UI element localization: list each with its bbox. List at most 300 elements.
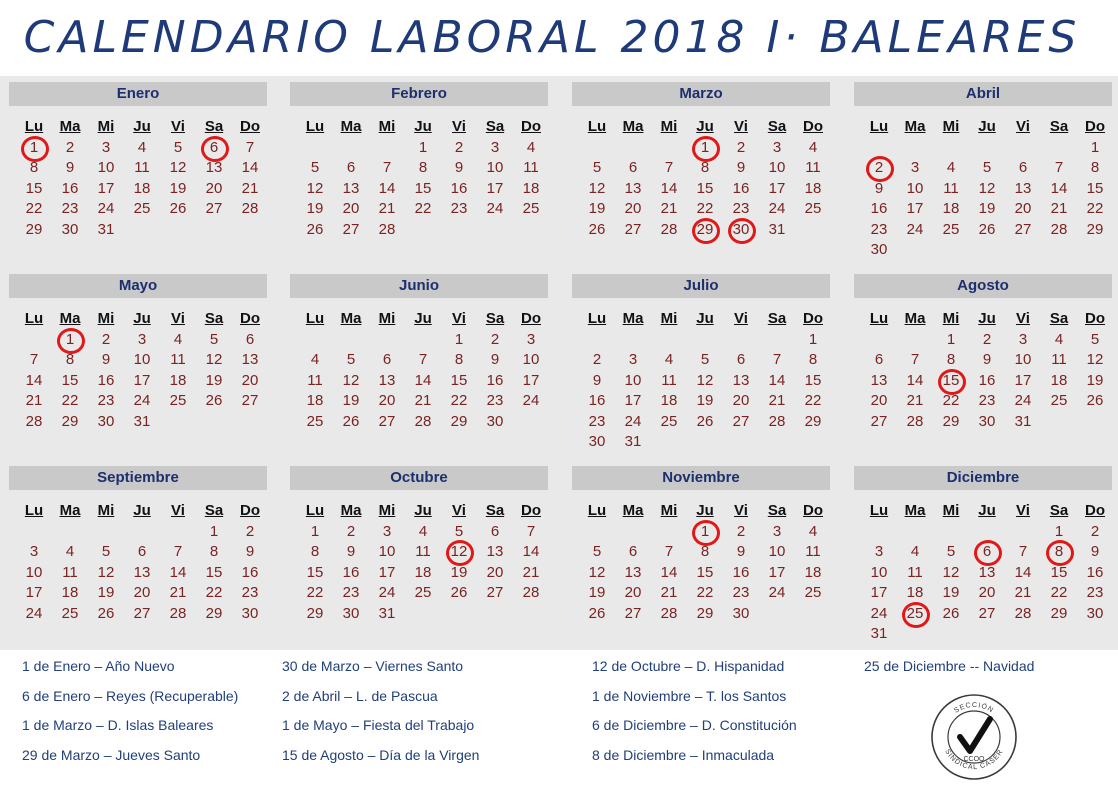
day: 27 <box>624 604 642 622</box>
empty-cell <box>579 138 615 159</box>
empty-cell <box>297 138 333 159</box>
day: 21 <box>660 200 678 217</box>
day: 4 <box>65 543 75 560</box>
weekday-header: Mi <box>378 502 396 519</box>
weekday-header: Vi <box>1016 502 1030 519</box>
weekday-header: Do <box>1085 310 1105 327</box>
holiday-day: 6 <box>969 542 1005 563</box>
day: 28 <box>906 412 924 430</box>
day: 3 <box>526 330 536 348</box>
day: 26 <box>1086 392 1104 409</box>
day: 25 <box>804 200 822 217</box>
day: 22 <box>414 200 432 217</box>
day: 13 <box>486 543 504 560</box>
weekday-header: Ju <box>696 310 714 327</box>
empty-cell <box>160 522 196 543</box>
empty-cell <box>369 138 405 159</box>
weekday-header: Lu <box>305 502 325 519</box>
day: 26 <box>978 220 996 238</box>
day: 18 <box>414 563 432 581</box>
day: 30 <box>241 604 259 622</box>
empty-cell <box>52 522 88 543</box>
day: 4 <box>664 351 674 368</box>
weekday-header: Mi <box>942 310 960 327</box>
day: 24 <box>97 200 115 217</box>
day: 3 <box>490 138 500 156</box>
day: 30 <box>486 412 504 430</box>
day: 17 <box>870 584 888 601</box>
day: 27 <box>205 200 223 217</box>
day: 7 <box>664 159 674 176</box>
day: 19 <box>696 392 714 409</box>
day: 23 <box>978 392 996 409</box>
day: 2 <box>346 522 356 540</box>
day: 28 <box>660 604 678 622</box>
month-header: Diciembre <box>854 466 1112 490</box>
day: 4 <box>310 351 320 368</box>
day: 22 <box>804 392 822 409</box>
day: 16 <box>97 371 115 389</box>
day: 27 <box>732 412 750 430</box>
weekday-header: Mi <box>660 118 678 135</box>
empty-cell <box>759 330 795 351</box>
day: 25 <box>169 392 187 409</box>
empty-cell <box>651 330 687 351</box>
day: 13 <box>1014 179 1032 197</box>
day: 29 <box>450 412 468 430</box>
day: 16 <box>486 371 504 389</box>
day: 11 <box>805 159 821 176</box>
day: 18 <box>522 179 540 197</box>
day: 8 <box>209 543 219 560</box>
weekday-header: Vi <box>734 118 748 135</box>
day: 29 <box>205 604 223 622</box>
day: 29 <box>804 412 822 430</box>
day: 25 <box>61 604 79 622</box>
weekday-header: Sa <box>204 310 224 327</box>
month-marzo <box>572 82 830 264</box>
day: 1 <box>310 522 320 540</box>
day: 6 <box>346 159 356 176</box>
day: 9 <box>1090 543 1100 560</box>
weekday-header: Mi <box>942 118 960 135</box>
month-days-grid <box>861 117 1112 261</box>
day: 19 <box>342 392 360 409</box>
day: 12 <box>696 371 714 389</box>
weekday-header: Ma <box>904 502 926 519</box>
month-header: Enero <box>9 82 267 106</box>
month-junio <box>290 274 548 456</box>
holiday-item: 15 de Agosto – Día de la Virgen <box>282 746 480 763</box>
weekday-header: Ju <box>414 310 432 327</box>
day: 18 <box>804 563 822 581</box>
day: 8 <box>946 351 956 368</box>
day: 24 <box>25 604 43 622</box>
day: 9 <box>874 179 884 197</box>
weekday-header: Lu <box>24 502 44 519</box>
day: 11 <box>907 563 923 581</box>
day: 2 <box>245 522 255 540</box>
day: 13 <box>342 179 360 197</box>
weekday-header: Ju <box>133 310 151 327</box>
month-days-grid <box>297 501 548 624</box>
empty-cell <box>861 330 897 351</box>
day: 19 <box>306 200 324 217</box>
month-header: Febrero <box>290 82 548 106</box>
month-header: Septiembre <box>9 466 267 490</box>
day: 2 <box>1090 522 1100 540</box>
day: 20 <box>205 179 223 197</box>
day: 24 <box>624 412 642 430</box>
day: 17 <box>486 179 504 197</box>
day: 6 <box>382 351 392 368</box>
day: 30 <box>342 604 360 622</box>
weekday-header: Ju <box>133 118 151 135</box>
weekday-header: Vi <box>734 502 748 519</box>
day: 28 <box>660 220 678 238</box>
day: 28 <box>25 412 43 430</box>
holiday-item: 30 de Marzo – Viernes Santo <box>282 658 464 674</box>
day: 14 <box>241 159 259 176</box>
weekday-header: Lu <box>587 502 607 519</box>
day: 7 <box>29 351 39 368</box>
day: 29 <box>696 604 714 622</box>
day: 12 <box>588 179 606 197</box>
day: 18 <box>804 179 822 197</box>
day: 11 <box>307 371 323 389</box>
day: 5 <box>454 522 464 540</box>
holiday-column <box>592 656 797 774</box>
day: 2 <box>982 330 992 348</box>
day: 2 <box>736 138 746 156</box>
day: 5 <box>1090 330 1100 348</box>
weekday-header: Sa <box>485 118 505 135</box>
day: 11 <box>62 563 78 581</box>
day: 14 <box>522 543 540 560</box>
day: 25 <box>414 584 432 601</box>
month-days-grid <box>861 309 1112 432</box>
day: 31 <box>1014 412 1032 430</box>
day: 30 <box>870 241 888 258</box>
day: 10 <box>97 159 115 176</box>
day: 12 <box>978 179 996 197</box>
day: 17 <box>522 371 540 389</box>
day: 23 <box>732 584 750 601</box>
day: 27 <box>870 412 888 430</box>
day: 22 <box>696 200 714 217</box>
day: 30 <box>732 604 750 622</box>
day: 10 <box>25 563 43 581</box>
day: 22 <box>1086 200 1104 217</box>
weekday-header: Vi <box>1016 310 1030 327</box>
day: 10 <box>906 179 924 197</box>
day: 14 <box>378 179 396 197</box>
day: 22 <box>450 392 468 409</box>
day: 20 <box>1014 200 1032 217</box>
weekday-header: Ju <box>133 502 151 519</box>
day: 23 <box>1086 584 1104 601</box>
day: 31 <box>624 433 642 450</box>
day: 30 <box>61 220 79 238</box>
day: 20 <box>624 200 642 217</box>
day: 24 <box>378 584 396 601</box>
weekday-header: Vi <box>452 502 466 519</box>
weekday-header: Vi <box>1016 118 1030 135</box>
empty-cell <box>933 138 969 159</box>
day: 19 <box>588 584 606 601</box>
day: 27 <box>486 584 504 601</box>
day: 16 <box>732 563 750 581</box>
day: 28 <box>169 604 187 622</box>
weekday-header: Do <box>240 502 260 519</box>
weekday-header: Ju <box>696 502 714 519</box>
holiday-column <box>864 656 1034 686</box>
day: 5 <box>700 351 710 368</box>
day: 24 <box>768 584 786 601</box>
day: 16 <box>450 179 468 197</box>
day: 11 <box>170 351 186 368</box>
empty-cell <box>579 522 615 543</box>
day: 4 <box>808 138 818 156</box>
holiday-day: 8 <box>1041 542 1077 563</box>
day: 13 <box>133 563 151 581</box>
day: 28 <box>1014 604 1032 622</box>
empty-cell <box>687 330 723 351</box>
day: 27 <box>241 392 259 409</box>
day: 15 <box>1050 563 1068 581</box>
day: 8 <box>454 351 464 368</box>
day: 25 <box>306 412 324 430</box>
day: 5 <box>101 543 111 560</box>
day: 11 <box>134 159 150 176</box>
weekday-header: Vi <box>171 310 185 327</box>
day: 7 <box>245 138 255 156</box>
empty-cell <box>933 522 969 543</box>
day: 8 <box>808 351 818 368</box>
day: 28 <box>522 584 540 601</box>
day: 9 <box>454 159 464 176</box>
day: 24 <box>768 200 786 217</box>
weekday-header: Ju <box>978 502 996 519</box>
empty-cell <box>88 522 124 543</box>
month-abril <box>854 82 1112 264</box>
day: 28 <box>768 412 786 430</box>
day: 13 <box>205 159 223 176</box>
day: 8 <box>65 351 75 368</box>
day: 3 <box>1018 330 1028 348</box>
weekday-header: Do <box>803 310 823 327</box>
month-days-grid <box>579 117 830 240</box>
weekday-header: Do <box>521 118 541 135</box>
day: 24 <box>486 200 504 217</box>
day: 15 <box>25 179 43 197</box>
day: 17 <box>133 371 151 389</box>
day: 20 <box>624 584 642 601</box>
day: 23 <box>342 584 360 601</box>
holiday-day: 15 <box>933 371 969 392</box>
day: 18 <box>133 179 151 197</box>
weekday-header: Sa <box>767 118 787 135</box>
day: 16 <box>978 371 996 389</box>
day: 27 <box>624 220 642 238</box>
weekday-header: Ma <box>622 118 644 135</box>
day: 4 <box>946 159 956 176</box>
day: 12 <box>1086 351 1104 368</box>
holiday-day: 25 <box>897 604 933 625</box>
day: 6 <box>1018 159 1028 176</box>
day: 20 <box>486 563 504 581</box>
day: 11 <box>943 179 959 197</box>
weekday-header: Ma <box>622 502 644 519</box>
day: 14 <box>1014 563 1032 581</box>
holiday-day: 6 <box>196 138 232 159</box>
month-header: Julio <box>572 274 830 298</box>
day: 1 <box>418 138 428 156</box>
day: 10 <box>1014 351 1032 368</box>
weekday-header: Ma <box>340 118 362 135</box>
day: 10 <box>624 371 642 389</box>
day: 2 <box>592 351 602 368</box>
day: 26 <box>97 604 115 622</box>
day: 14 <box>414 371 432 389</box>
day: 4 <box>137 138 147 156</box>
month-header: Octubre <box>290 466 548 490</box>
day: 9 <box>982 351 992 368</box>
day: 12 <box>342 371 360 389</box>
day: 24 <box>1014 392 1032 409</box>
day: 6 <box>628 159 638 176</box>
day: 17 <box>1014 371 1032 389</box>
month-febrero <box>290 82 548 264</box>
day: 24 <box>133 392 151 409</box>
day: 27 <box>133 604 151 622</box>
weekday-header: Mi <box>97 502 115 519</box>
day: 26 <box>306 220 324 238</box>
day: 22 <box>942 392 960 409</box>
day: 21 <box>768 392 786 409</box>
day: 15 <box>804 371 822 389</box>
holiday-item: 6 de Enero – Reyes (Recuperable) <box>22 687 239 704</box>
day: 3 <box>772 138 782 156</box>
day: 20 <box>378 392 396 409</box>
empty-cell <box>369 330 405 351</box>
weekday-header: Mi <box>660 310 678 327</box>
weekday-header: Lu <box>24 310 44 327</box>
day: 20 <box>241 371 259 389</box>
day: 21 <box>1014 584 1032 601</box>
empty-cell <box>969 138 1005 159</box>
weekday-header: Sa <box>767 310 787 327</box>
day: 8 <box>1090 159 1100 176</box>
day: 27 <box>978 604 996 622</box>
day: 13 <box>241 351 259 368</box>
month-days-grid <box>579 309 830 453</box>
month-days-grid <box>579 501 830 624</box>
day: 19 <box>978 200 996 217</box>
holiday-day: 30 <box>723 220 759 241</box>
day: 17 <box>97 179 115 197</box>
day: 23 <box>870 220 888 238</box>
day: 29 <box>61 412 79 430</box>
day: 25 <box>1050 392 1068 409</box>
day: 8 <box>418 159 428 176</box>
empty-cell <box>861 522 897 543</box>
day: 2 <box>65 138 75 156</box>
day: 15 <box>450 371 468 389</box>
day: 5 <box>592 159 602 176</box>
day: 10 <box>870 563 888 581</box>
day: 14 <box>906 371 924 389</box>
day: 27 <box>1014 220 1032 238</box>
day: 21 <box>25 392 43 409</box>
holiday-item: 29 de Marzo – Jueves Santo <box>22 746 201 763</box>
day: 12 <box>942 563 960 581</box>
month-header: Mayo <box>9 274 267 298</box>
empty-cell <box>897 522 933 543</box>
day: 13 <box>378 371 396 389</box>
day: 3 <box>382 522 392 540</box>
weekday-header: Ma <box>904 118 926 135</box>
weekday-header: Ju <box>696 118 714 135</box>
weekday-header: Ju <box>414 502 432 519</box>
month-mayo <box>9 274 267 456</box>
day: 18 <box>61 584 79 601</box>
svg-text:SINDICAL CASER: SINDICAL CASER <box>943 748 1005 772</box>
day: 2 <box>736 522 746 540</box>
day: 3 <box>910 159 920 176</box>
day: 26 <box>342 412 360 430</box>
holiday-item: 1 de Enero – Año Nuevo <box>22 658 175 674</box>
weekday-header: Lu <box>305 118 325 135</box>
day: 21 <box>378 200 396 217</box>
day: 17 <box>906 200 924 217</box>
day: 7 <box>418 351 428 368</box>
day: 25 <box>522 200 540 217</box>
month-agosto <box>854 274 1112 456</box>
weekday-header: Vi <box>452 118 466 135</box>
day: 7 <box>526 522 536 540</box>
weekday-header: Sa <box>1049 310 1069 327</box>
day: 15 <box>696 563 714 581</box>
weekday-header: Do <box>240 310 260 327</box>
weekday-header: Sa <box>485 310 505 327</box>
day: 21 <box>522 563 540 581</box>
day: 23 <box>450 200 468 217</box>
holiday-column <box>282 656 479 774</box>
weekday-header: Ma <box>59 118 81 135</box>
day: 20 <box>342 200 360 217</box>
day: 24 <box>906 220 924 238</box>
day: 20 <box>133 584 151 601</box>
day: 29 <box>306 604 324 622</box>
weekday-header: Ma <box>622 310 644 327</box>
day: 26 <box>588 604 606 622</box>
day: 2 <box>454 138 464 156</box>
day: 19 <box>1086 371 1104 389</box>
day: 22 <box>61 392 79 409</box>
empty-cell <box>969 522 1005 543</box>
weekday-header: Mi <box>97 310 115 327</box>
weekday-header: Do <box>240 118 260 135</box>
day: 21 <box>906 392 924 409</box>
day: 25 <box>133 200 151 217</box>
day: 3 <box>137 330 147 348</box>
day: 13 <box>978 563 996 581</box>
day: 26 <box>450 584 468 601</box>
weekday-header: Do <box>521 310 541 327</box>
empty-cell <box>16 522 52 543</box>
day: 30 <box>1086 604 1104 622</box>
